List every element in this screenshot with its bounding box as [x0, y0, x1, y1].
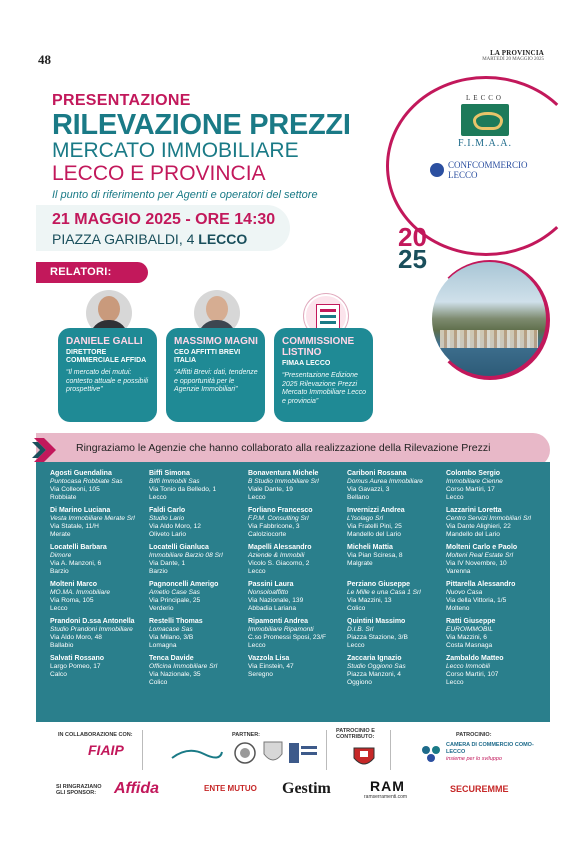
agency-entry: [149, 470, 248, 507]
agency-entry: [347, 544, 446, 581]
agency-entry: [50, 581, 149, 618]
speaker-topic: “Il mercato dei mutui: contesto attuale e possibili prospettive”: [66, 369, 149, 393]
agency-city: Costa Masnaga: [446, 642, 493, 649]
agency-contact-name: Cariboni Rossana: [347, 470, 407, 477]
agency-contact-name: Locatelli Gianluca: [149, 544, 209, 551]
agency-city: Barzio: [50, 568, 69, 575]
event-city: LECCO: [198, 231, 248, 247]
agency-entry: [248, 618, 347, 655]
agency-city: Malgrate: [347, 560, 373, 567]
agency-company: Studio Oggiono Sas: [347, 663, 406, 670]
agency-company: D.I.B. Srl: [347, 626, 374, 633]
agency-address: Via A. Manzoni, 6: [50, 560, 102, 567]
agency-address: Via IV Novembre, 10: [446, 560, 507, 567]
agency-entry: [347, 618, 446, 655]
agency-company: Domus Aurea Immobiliare: [347, 478, 423, 485]
agency-city: Mandello del Lario: [347, 531, 401, 538]
agency-city: Oliveto Lario: [149, 531, 187, 538]
event-address: PIAZZA GARIBALDI, 4: [52, 231, 195, 247]
agency-company: Nonsoloaffitto: [248, 589, 289, 596]
agency-entry: [50, 507, 149, 544]
agency-entry: [446, 581, 546, 618]
agency-contact-name: Restelli Thomas: [149, 618, 203, 625]
agency-entry: [248, 655, 347, 692]
agency-address: Largo Pomeo, 17: [50, 663, 101, 670]
agency-entry: [446, 544, 546, 581]
confcommercio-logo: [430, 160, 528, 180]
agency-city: Verderio: [149, 605, 174, 612]
agency-address: Via Fabbricone, 3: [248, 523, 300, 530]
speaker-name: DANIELE GALLI: [66, 336, 143, 347]
hero: [52, 92, 382, 201]
agency-entry: [50, 544, 149, 581]
agency-address: Via Statale, 11/H: [50, 523, 99, 530]
ente-mutuo-logo: ENTE MUTUO: [204, 784, 257, 793]
agency-address: Via Aldo Moro, 12: [149, 523, 201, 530]
agency-address: Via Aldo Moro, 48: [50, 634, 102, 641]
agency-company: Vesta Immobiliare Merate Srl: [50, 515, 135, 522]
agency-address: Via Nazionale, 139: [248, 597, 304, 604]
sponsors-label: SI RINGRAZIANO GLI SPONSOR:: [56, 784, 102, 796]
agency-address: Via Tonio da Belledo, 1: [149, 486, 217, 493]
agency-company: Immobiliare Barzio 08 Srl: [149, 552, 223, 559]
newspaper-date: MARTEDÌ 20 MAGGIO 2025: [482, 57, 544, 62]
agency-contact-name: Agosti Guendalina: [50, 470, 112, 477]
agency-contact-name: Bonaventura Michele: [248, 470, 319, 477]
agency-contact-name: Locatelli Barbara: [50, 544, 107, 551]
fiaip-logo: FIAIP: [88, 742, 124, 758]
subtitle-market: MERCATO IMMOBILIARE: [52, 139, 299, 162]
confcommercio-city: LECCO: [448, 170, 478, 180]
agency-company: Puntocasa Robbiate Sas: [50, 478, 123, 485]
agency-address: Via della Vittoria, 1/5: [446, 597, 507, 604]
speaker-card: [166, 328, 265, 422]
agency-address: Via Principale, 25: [149, 597, 201, 604]
agency-city: Lecco: [149, 494, 167, 501]
agency-company: Centro Servizi Immobiliari Srl: [446, 515, 532, 522]
thanks-text: Ringraziamo le Agenzie che hanno collaborato alla realizzazione della Rilevazione Prezzi: [76, 442, 491, 454]
agency-city: Mandello del Lario: [446, 531, 500, 538]
agency-company: B Studio Immobiliare Srl: [248, 478, 319, 485]
camera-commercio-text: CAMERA DI COMMERCIO COMO-LECCO: [446, 742, 534, 755]
agency-address: Via Pian Sciresa, 8: [347, 552, 403, 559]
agency-address: Via Mazzini, 6: [446, 634, 487, 641]
lecco-lake-photo: [432, 262, 546, 376]
agency-entry: [248, 544, 347, 581]
agency-contact-name: Faldi Carlo: [149, 507, 186, 514]
agency-entry: [446, 470, 546, 507]
fimaa-logo: [440, 94, 530, 149]
municipality-crest-icon: [352, 746, 376, 768]
agency-city: Varenna: [446, 568, 471, 575]
divider: [142, 730, 143, 770]
partner-emblem-icon: [262, 740, 284, 766]
agency-address: Corso Martiri, 107: [446, 671, 499, 678]
page-number: 48: [38, 52, 51, 67]
agency-entry: [446, 655, 546, 692]
divider: [390, 730, 391, 770]
patrocinio-label: PATROCINIO:: [456, 732, 492, 738]
agency-city: Calolziocorte: [248, 531, 287, 538]
speaker-topic: “Presentazione Edizione 2025 Rilevazione Prezzi Mercato Immobiliare Lecco e provincia”: [282, 372, 367, 405]
agency-entry: [149, 544, 248, 581]
agency-entry: [446, 618, 546, 655]
event-date: 21 MAGGIO 2025 - ORE 14:30: [52, 211, 276, 228]
agency-contact-name: Molteni Carlo e Paolo: [446, 544, 518, 551]
agency-company: Molteni Real Estate Srl: [446, 552, 514, 559]
agency-city: Molteno: [446, 605, 470, 612]
agency-company: L'Isolago Srl: [347, 515, 384, 522]
agency-company: Studio Lario: [149, 515, 185, 522]
agency-city: Robbiate: [50, 494, 77, 501]
agency-city: Lecco: [446, 679, 464, 686]
agency-company: Lomacase Sas: [149, 626, 193, 633]
agency-address: Via Gavazzi, 3: [347, 486, 390, 493]
agency-address: Via Einstein, 47: [248, 663, 294, 670]
agency-company: Officina Immobiliare Srl: [149, 663, 218, 670]
event-place: [52, 231, 290, 247]
agency-entry: [347, 655, 446, 692]
agency-contact-name: Pagnoncelli Amerigo: [149, 581, 219, 588]
agency-city: Lecco: [248, 494, 266, 501]
agency-entry: [347, 581, 446, 618]
agency-address: Corso Martiri, 17: [446, 486, 495, 493]
agency-company: Le Mille e una Casa 1 Srl: [347, 589, 421, 596]
agency-address: Piazza Manzoni, 4: [347, 671, 401, 678]
agency-company: Lecco Immobili: [446, 663, 490, 670]
handshake-icon: [461, 104, 509, 136]
agency-city: Lomagna: [149, 642, 177, 649]
agency-company: Ametio Case Sas: [149, 589, 200, 596]
agency-contact-name: Di Marino Luciana: [50, 507, 111, 514]
agency-entry: [248, 470, 347, 507]
agency-contact-name: Invernizzi Andrea: [347, 507, 405, 514]
agency-address: Via Dante, 1: [149, 560, 186, 567]
agency-city: Ballabio: [50, 642, 74, 649]
agency-address: Via Dante Alighieri, 22: [446, 523, 511, 530]
agency-city: Lecco: [446, 494, 464, 501]
agency-company: EUROIMMOBIL: [446, 626, 493, 633]
agency-contact-name: Forliano Francesco: [248, 507, 313, 514]
speaker-role: DIRETTORE COMMERCIALE AFFIDA: [66, 349, 147, 364]
collab-label: IN COLLABORAZIONE CON:: [58, 732, 133, 738]
partner-label: PARTNER:: [232, 732, 261, 738]
agency-city: Colico: [347, 605, 366, 612]
agency-address: Via Milano, 3/B: [149, 634, 194, 641]
agency-address: C.so Promessi Sposi, 23/F: [248, 634, 327, 641]
agency-entry: [149, 507, 248, 544]
speaker-role: CEO AFFITTI BREVI ITALIA: [174, 349, 241, 364]
agency-company: Immobiliare Cienne: [446, 478, 503, 485]
agency-entry: [149, 618, 248, 655]
agency-city: Lecco: [50, 605, 68, 612]
speaker-name: COMMISSIONE LISTINO: [282, 336, 355, 358]
agency-contact-name: Perziano Giuseppe: [347, 581, 411, 588]
agency-contact-name: Zaccaria Ignazio: [347, 655, 402, 662]
ordine-ingegneri-icon: [288, 742, 318, 764]
camera-commercio-subtext: insieme per lo sviluppo: [446, 756, 502, 762]
agency-entry: [248, 507, 347, 544]
agency-contact-name: Micheli Mattia: [347, 544, 393, 551]
agency-contact-name: Ripamonti Andrea: [248, 618, 309, 625]
speaker-card: [274, 328, 373, 422]
event-info: [36, 205, 290, 251]
agency-entry: [347, 470, 446, 507]
masthead: [482, 49, 544, 62]
agency-city: Lecco: [248, 568, 266, 575]
agency-entry: [50, 655, 149, 692]
ram-website: ramserramenti.com: [364, 794, 408, 800]
securemme-logo: SECUREMME: [450, 784, 509, 794]
agency-contact-name: Vazzola Lisa: [248, 655, 290, 662]
year-bottom: 25: [398, 244, 427, 274]
agency-address: Via Fratelli Pini, 25: [347, 523, 402, 530]
agency-contact-name: Passini Laura: [248, 581, 294, 588]
tagline: Il punto di riferimento per Agenti e operatori del settore: [52, 189, 318, 201]
agency-company: F.P.M. Consulting Srl: [248, 515, 309, 522]
speaker-name: MASSIMO MAGNI: [174, 336, 258, 347]
agency-company: MO.MA. Immobiliare: [50, 589, 111, 596]
agency-city: Colico: [149, 679, 168, 686]
agency-contact-name: Mapelli Alessandro: [248, 544, 312, 551]
agency-entry: [149, 581, 248, 618]
partner-seal-icon: [234, 742, 256, 764]
sponsors-footer: [36, 726, 550, 810]
agency-city: Lecco: [248, 642, 266, 649]
agency-contact-name: Pittarella Alessandro: [446, 581, 516, 588]
agency-contact-name: Zambaldo Matteo: [446, 655, 504, 662]
relatori-label: RELATORI:: [36, 262, 148, 283]
newspaper-name: LA PROVINCIA: [490, 49, 544, 57]
agency-address: Viale Dante, 19: [248, 486, 293, 493]
agency-entry: [347, 507, 446, 544]
fimaa-lecco-text: LECCO: [466, 94, 504, 102]
agency-city: Bellano: [347, 494, 369, 501]
agency-city: Merate: [50, 531, 71, 538]
chevron-right-icon: [32, 436, 60, 464]
agency-contact-name: Prandoni D.ssa Antonella: [50, 618, 135, 625]
speaker-role: FIMAA LECCO: [282, 360, 331, 367]
agency-city: Abbadia Lariana: [248, 605, 297, 612]
patrocinio-contributo-label: PATROCINIO E CONTRIBUTO:: [336, 728, 375, 740]
agency-entry: [446, 507, 546, 544]
agency-contact-name: Quintini Massimo: [347, 618, 406, 625]
agency-contact-name: Ratti Giuseppe: [446, 618, 496, 625]
agency-company: Nuovo Casa: [446, 589, 483, 596]
agency-address: Via Nazionale, 35: [149, 671, 201, 678]
agency-company: Biffi Immobili Sas: [149, 478, 200, 485]
agency-address: Via Colleoni, 105: [50, 486, 100, 493]
agency-city: Oggiono: [347, 679, 372, 686]
gestim-logo: Gestim: [282, 780, 331, 797]
confcommercio-text: CONFCOMMERCIO: [448, 160, 528, 170]
fimaa-text: F.I.M.A.A.: [458, 138, 512, 149]
agency-address: Vicolo S. Giacomo, 2: [248, 560, 310, 567]
year-top: 20: [398, 222, 427, 252]
agency-contact-name: Lazzarini Loretta: [446, 507, 502, 514]
partner-logo-1: [168, 744, 224, 764]
agency-contact-name: Biffi Simona: [149, 470, 190, 477]
agency-company: Immobiliare Ripamonti: [248, 626, 314, 633]
agency-contact-name: Salvati Rossano: [50, 655, 105, 662]
agency-city: Calco: [50, 671, 67, 678]
agency-company: Studio Prandoni Immobiliare: [50, 626, 133, 633]
agency-address: Via Mazzini, 13: [347, 597, 392, 604]
agency-city: Seregno: [248, 671, 273, 678]
speaker-topic: “Affitti Brevi: dati, tendenze e opportunità per le Agenzie Immobiliari”: [174, 369, 258, 393]
agency-address: Piazza Stazione, 3/B: [347, 634, 408, 641]
agency-entry: [248, 581, 347, 618]
agency-entry: [50, 470, 149, 507]
agency-city: Barzio: [149, 568, 168, 575]
globe-icon: [430, 163, 444, 177]
agency-contact-name: Tenca Davide: [149, 655, 194, 662]
agency-address: Via Roma, 105: [50, 597, 94, 604]
ram-logo: RAM: [370, 778, 405, 794]
agency-company: Aziende & Immobili: [248, 552, 305, 559]
camera-commercio-icon: [420, 744, 444, 764]
divider: [326, 730, 327, 770]
presentazione-label: PRESENTAZIONE: [52, 92, 191, 109]
agencies-list: [36, 462, 550, 722]
subtitle-area: LECCO E PROVINCIA: [52, 162, 266, 185]
affida-logo: Affida: [114, 780, 160, 797]
agency-contact-name: Colombo Sergio: [446, 470, 501, 477]
agency-company: Dimore: [50, 552, 72, 559]
speaker-card: [58, 328, 157, 422]
agency-contact-name: Molteni Marco: [50, 581, 98, 588]
agency-city: Lecco: [347, 642, 365, 649]
agency-entry: [149, 655, 248, 692]
page-title: RILEVAZIONE PREZZI: [52, 109, 351, 141]
camera-commercio-logo: [446, 742, 538, 763]
agency-entry: [50, 618, 149, 655]
